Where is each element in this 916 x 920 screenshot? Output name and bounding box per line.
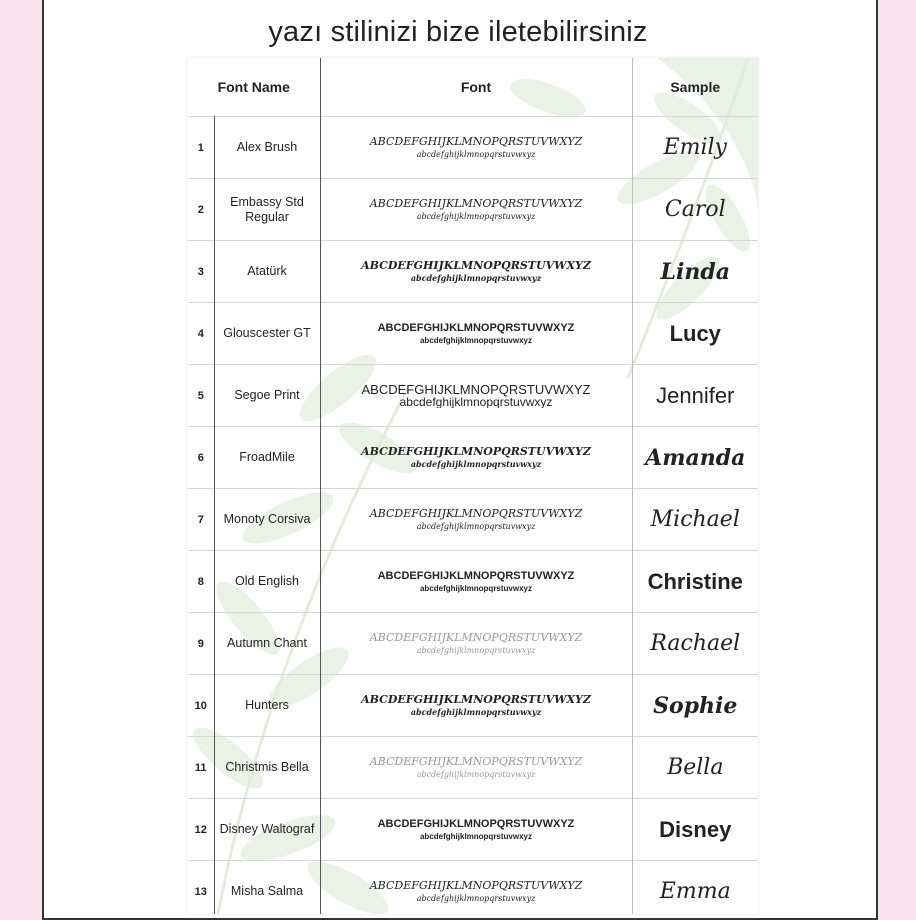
- font-sample: Emily: [632, 117, 758, 179]
- row-number: 8: [188, 551, 214, 613]
- font-preview-uppercase: ABCDEFGHIJKLMNOPQRSTUVWXYZ: [369, 631, 583, 644]
- font-preview-uppercase: ABCDEFGHIJKLMNOPQRSTUVWXYZ: [369, 755, 583, 768]
- font-preview-lowercase: abcdefghijklmnopqrstuvwxyz: [416, 770, 536, 779]
- font-preview-lowercase: abcdefghijklmnopqrstuvwxyz: [410, 273, 542, 283]
- font-name: Disney Waltograf: [214, 799, 320, 861]
- row-number: 5: [188, 365, 214, 427]
- font-name: Alex Brush: [214, 117, 320, 179]
- table-row: [188, 551, 758, 613]
- row-number: 1: [188, 117, 214, 179]
- font-preview-lowercase: abcdefghijklmnopqrstuvwxyz: [410, 459, 542, 469]
- font-table: [188, 58, 758, 914]
- column-header-sample: Sample: [670, 79, 721, 95]
- font-name: Glouscester GT: [214, 303, 320, 365]
- font-preview-uppercase: ABCDEFGHIJKLMNOPQRSTUVWXYZ: [377, 570, 575, 582]
- page-heading: yazı stilinizi bize iletebilirsiniz: [268, 16, 648, 48]
- row-number: 11: [188, 737, 214, 799]
- font-preview-lowercase: abcdefghijklmnopqrstuvwxyz: [416, 894, 536, 903]
- font-name: Autumn Chant: [214, 613, 320, 675]
- table-row: [188, 179, 758, 241]
- font-preview-uppercase: ABCDEFGHIJKLMNOPQRSTUVWXYZ: [377, 818, 575, 830]
- font-catalog-sheet: [188, 58, 758, 914]
- font-preview-uppercase: ABCDEFGHIJKLMNOPQRSTUVWXYZ: [361, 259, 591, 272]
- row-number: 4: [188, 303, 214, 365]
- font-preview: [320, 551, 632, 613]
- font-preview-lowercase: abcdefghijklmnopqrstuvwxyz: [399, 397, 553, 408]
- table-row: [188, 117, 758, 179]
- row-number: 13: [188, 861, 214, 915]
- font-sample: Bella: [632, 737, 758, 799]
- font-preview-uppercase: ABCDEFGHIJKLMNOPQRSTUVWXYZ: [369, 197, 583, 210]
- row-number: 2: [188, 179, 214, 241]
- font-preview: [320, 303, 632, 365]
- font-sample: Jennifer: [632, 365, 758, 427]
- font-sample: Carol: [632, 179, 758, 241]
- row-number: 3: [188, 241, 214, 303]
- font-preview-uppercase: ABCDEFGHIJKLMNOPQRSTUVWXYZ: [369, 879, 583, 892]
- font-preview-uppercase: ABCDEFGHIJKLMNOPQRSTUVWXYZ: [369, 135, 583, 148]
- font-name: Christmis Bella: [214, 737, 320, 799]
- font-preview: [320, 675, 632, 737]
- font-preview-lowercase: abcdefghijklmnopqrstuvwxyz: [410, 707, 542, 717]
- table-row: [188, 427, 758, 489]
- font-name: Hunters: [214, 675, 320, 737]
- font-preview-uppercase: ABCDEFGHIJKLMNOPQRSTUVWXYZ: [361, 445, 591, 458]
- row-number: 7: [188, 489, 214, 551]
- font-preview-lowercase: abcdefghijklmnopqrstuvwxyz: [419, 336, 533, 345]
- font-name: Old English: [214, 551, 320, 613]
- font-sample: Sophie: [632, 675, 758, 737]
- font-preview: [320, 799, 632, 861]
- row-number: 6: [188, 427, 214, 489]
- font-sample: Michael: [632, 489, 758, 551]
- font-preview-lowercase: abcdefghijklmnopqrstuvwxyz: [416, 150, 536, 159]
- table-row: [188, 365, 758, 427]
- font-preview-lowercase: abcdefghijklmnopqrstuvwxyz: [416, 212, 536, 221]
- font-name: Misha Salma: [214, 861, 320, 915]
- font-name: Monoty Corsiva: [214, 489, 320, 551]
- column-header-font-name: Font Name: [188, 58, 320, 117]
- column-header-font: Font: [320, 58, 632, 117]
- font-name: Embassy Std Regular: [214, 179, 320, 241]
- font-preview: [320, 489, 632, 551]
- font-sample: Linda: [632, 241, 758, 303]
- font-sample: Christine: [632, 551, 758, 613]
- font-name: Atatürk: [214, 241, 320, 303]
- font-sample: Rachael: [632, 613, 758, 675]
- font-name: FroadMile: [214, 427, 320, 489]
- table-row: [188, 489, 758, 551]
- table-row: [188, 241, 758, 303]
- font-name: Segoe Print: [214, 365, 320, 427]
- font-sample: Emma: [632, 861, 758, 915]
- font-preview: [320, 241, 632, 303]
- table-row: [188, 303, 758, 365]
- row-number: 9: [188, 613, 214, 675]
- font-preview-uppercase: ABCDEFGHIJKLMNOPQRSTUVWXYZ: [361, 693, 591, 706]
- font-preview: [320, 179, 632, 241]
- row-number: 10: [188, 675, 214, 737]
- font-preview-lowercase: abcdefghijklmnopqrstuvwxyz: [419, 832, 533, 841]
- table-header-row: [188, 58, 758, 117]
- table-row: [188, 737, 758, 799]
- font-preview-lowercase: abcdefghijklmnopqrstuvwxyz: [416, 646, 536, 655]
- font-preview: [320, 427, 632, 489]
- font-preview: [320, 861, 632, 915]
- font-preview: [320, 117, 632, 179]
- font-preview: [320, 365, 632, 427]
- table-row: [188, 613, 758, 675]
- font-preview-uppercase: ABCDEFGHIJKLMNOPQRSTUVWXYZ: [361, 383, 591, 397]
- font-preview-lowercase: abcdefghijklmnopqrstuvwxyz: [419, 584, 533, 593]
- font-preview: [320, 737, 632, 799]
- table-row: [188, 799, 758, 861]
- font-preview-lowercase: abcdefghijklmnopqrstuvwxyz: [416, 522, 536, 531]
- font-preview-uppercase: ABCDEFGHIJKLMNOPQRSTUVWXYZ: [377, 322, 575, 334]
- table-row: [188, 675, 758, 737]
- font-preview-uppercase: ABCDEFGHIJKLMNOPQRSTUVWXYZ: [369, 507, 583, 520]
- font-preview: [320, 613, 632, 675]
- font-sample: Lucy: [632, 303, 758, 365]
- font-sample: Amanda: [632, 427, 758, 489]
- table-row: [188, 861, 758, 915]
- row-number: 12: [188, 799, 214, 861]
- font-sample: Disney: [632, 799, 758, 861]
